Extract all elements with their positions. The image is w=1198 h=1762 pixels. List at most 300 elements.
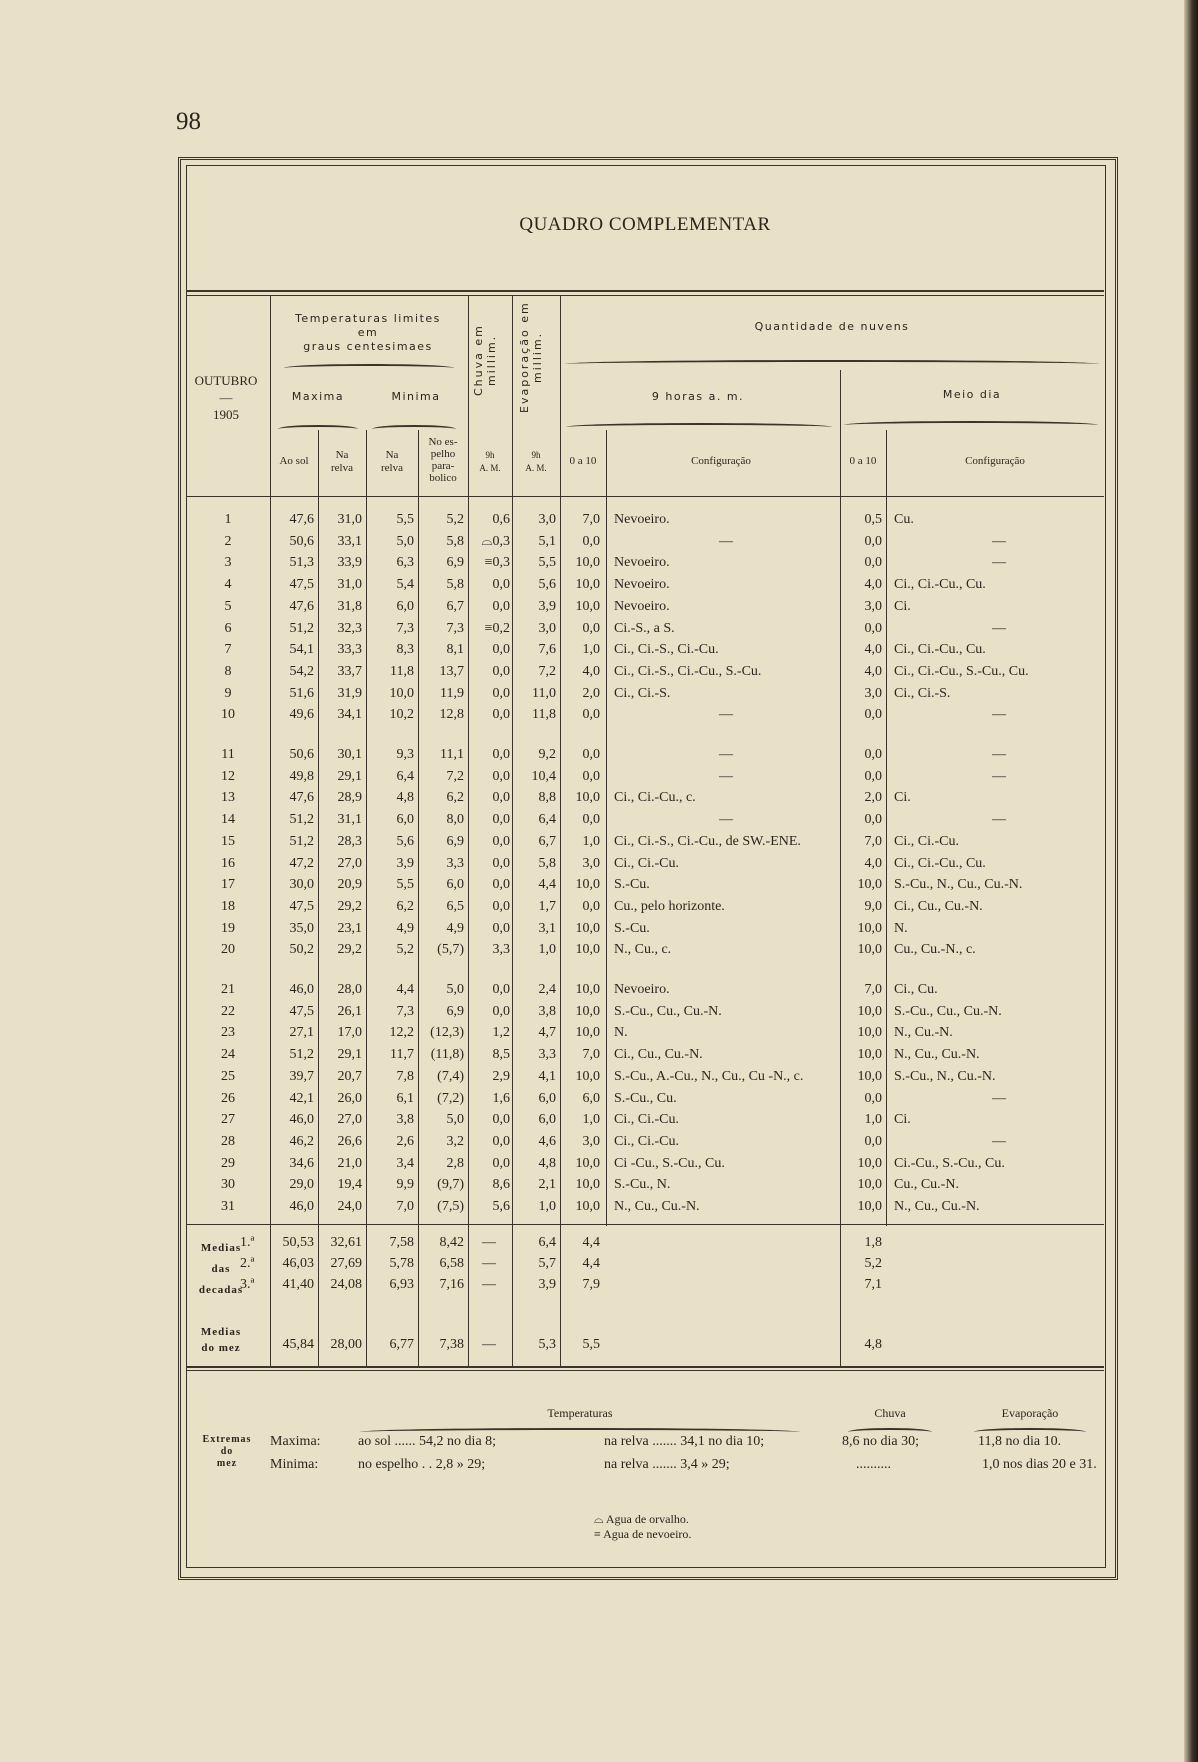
espelho-line4: bolico	[429, 472, 457, 484]
cell-nuv9-scale: 10,0	[575, 942, 600, 958]
evap-time-header	[512, 449, 560, 475]
decada-nuv9-scale: 4,4	[582, 1256, 600, 1271]
cell-nuvmd-config: —	[992, 1090, 1006, 1106]
cell-max-relva: 32,3	[337, 620, 362, 636]
cell-day: 23	[221, 1025, 235, 1041]
cell-nuvmd-scale: 3,0	[864, 685, 882, 701]
cell-nuvmd-config: Ci.	[894, 598, 911, 614]
cell-max-relva: 31,0	[337, 577, 362, 593]
decada-evap: 5,7	[538, 1256, 556, 1271]
cell-chuva: 0,0	[492, 598, 510, 614]
cell-nuv9-scale: 0,0	[582, 533, 600, 549]
cell-nuvmd-config: Ci., Ci.-Cu., Cu.	[894, 577, 986, 593]
mez-max-relva: 28,00	[330, 1337, 362, 1352]
cell-nuvmd-scale: 10,0	[857, 877, 882, 893]
decada-min-relva: 7,58	[389, 1235, 414, 1250]
scale-md-header: 0 a 10	[849, 455, 877, 467]
decada-max-relva: 32,61	[330, 1235, 362, 1250]
cell-min-relva: 5,4	[396, 577, 414, 593]
mez-max-sol: 45,84	[282, 1337, 314, 1352]
cell-min-espelho: 3,3	[446, 855, 464, 871]
cell-nuv9-config: Nevoeiro.	[614, 982, 670, 997]
cell-min-relva: 10,2	[389, 707, 414, 723]
cell-max-sol: 46,2	[289, 1133, 314, 1149]
cell-max-sol: 42,1	[289, 1090, 314, 1106]
cell-nuvmd-scale: 4,0	[864, 663, 882, 679]
cell-min-relva: 7,0	[396, 1199, 414, 1214]
cell-nuvmd-scale: 0,0	[864, 620, 882, 636]
cell-max-relva: 17,0	[337, 1025, 362, 1041]
cell-nuvmd-config: N., Cu., Cu.-N.	[894, 1199, 980, 1214]
cell-chuva: 8,5	[492, 1047, 510, 1063]
cell-min-espelho: (12,3)	[430, 1025, 464, 1041]
cell-nuv9-scale: 10,0	[575, 982, 600, 997]
cell-day: 25	[221, 1068, 235, 1084]
cell-min-relva: 6,4	[396, 768, 414, 784]
na-relva-min-header	[366, 449, 418, 475]
cell-day: 17	[221, 877, 235, 893]
cell-min-relva: 4,9	[396, 920, 414, 936]
summary-rule-2	[186, 1370, 1104, 1371]
cell-min-espelho: 6,5	[446, 898, 464, 914]
temp-group-header	[270, 312, 466, 354]
legend-nevoeiro-text: Agua de nevoeiro.	[603, 1527, 692, 1541]
cell-max-relva: 29,1	[337, 768, 362, 784]
cell-evap: 5,1	[538, 533, 556, 549]
cell-day: 22	[221, 1003, 235, 1019]
cell-min-relva: 3,4	[396, 1155, 414, 1171]
month-label	[186, 372, 266, 423]
cell-chuva: 0,0	[492, 790, 510, 806]
cell-min-espelho: (9,7)	[437, 1177, 464, 1193]
cell-day: 18	[221, 898, 235, 914]
cell-nuv9-config: S.-Cu., N.	[614, 1177, 671, 1193]
meio-dia-header: Meio dia	[942, 388, 1002, 401]
cell-nuv9-scale: 10,0	[575, 1177, 600, 1193]
cell-nuvmd-config: —	[992, 747, 1006, 762]
decada-nuv9-scale: 4,4	[582, 1235, 600, 1250]
cell-nuv9-config: Ci., Ci.-Cu.	[614, 1133, 679, 1149]
cell-min-relva: 3,8	[396, 1112, 414, 1128]
decada-max-sol: 41,40	[282, 1277, 314, 1292]
cell-evap: 2,1	[538, 1177, 556, 1193]
na-relva-min-line1: Na	[385, 449, 399, 461]
cell-nuvmd-config: —	[992, 1133, 1006, 1149]
cell-max-relva: 26,6	[337, 1133, 362, 1149]
cell-day: 31	[221, 1199, 235, 1214]
title-rule	[186, 290, 1104, 292]
cell-max-relva: 31,1	[337, 812, 362, 828]
cell-min-espelho: 5,8	[446, 577, 464, 593]
cell-day: 19	[221, 920, 235, 936]
cell-day: 1	[224, 512, 232, 527]
cell-nuvmd-config: S.-Cu., N., Cu., Cu.-N.	[894, 877, 1023, 893]
cell-max-relva: 31,0	[337, 512, 362, 527]
cell-day: 10	[221, 707, 235, 723]
cell-day: 9	[224, 685, 232, 701]
cell-min-espelho: 12,8	[439, 707, 464, 723]
cell-day: 6	[224, 620, 232, 636]
max-relva: na relva ....... 34,1 no dia 10;	[604, 1434, 765, 1449]
cell-nuv9-config: —	[719, 533, 733, 549]
cell-nuvmd-config: Cu., Cu.-N., c.	[894, 942, 976, 958]
decada-min-relva: 5,78	[389, 1256, 414, 1271]
cell-nuvmd-config: Ci., Cu., Cu.-N.	[894, 898, 983, 914]
cell-min-relva: 6,0	[396, 598, 414, 614]
na-relva-min-line2: relva	[381, 462, 403, 474]
cell-nuvmd-scale: 10,0	[857, 1155, 882, 1171]
cell-min-espelho: 3,2	[446, 1133, 464, 1149]
cell-min-espelho: (11,8)	[430, 1047, 464, 1063]
cell-day: 13	[221, 790, 235, 806]
cell-min-espelho: 8,0	[446, 812, 464, 828]
col-line	[606, 430, 607, 1226]
medias-label-l2: das	[211, 1263, 231, 1275]
cell-max-relva: 26,0	[337, 1090, 362, 1106]
cell-nuvmd-config: —	[992, 768, 1006, 784]
espelho-line3: para-	[431, 460, 455, 472]
cell-nuvmd-scale: 10,0	[857, 1047, 882, 1063]
cell-min-relva: 9,9	[396, 1177, 414, 1193]
cell-min-espelho: 6,0	[446, 877, 464, 893]
cell-chuva: 2,9	[492, 1068, 510, 1084]
cell-nuvmd-scale: 0,0	[864, 768, 882, 784]
cell-day: 12	[221, 768, 235, 784]
cell-nuv9-config: S.-Cu., A.-Cu., N., Cu., Cu -N., c.	[614, 1068, 804, 1084]
cell-max-sol: 27,1	[289, 1025, 314, 1041]
cell-evap: 7,6	[538, 642, 556, 658]
cell-nuv9-scale: 10,0	[575, 1003, 600, 1019]
extremas-temperaturas-header: Temperaturas	[547, 1406, 613, 1420]
cell-nuvmd-config: Ci., Cu.	[894, 982, 938, 997]
cell-max-sol: 46,0	[289, 1112, 314, 1128]
cell-nuv9-config: Ci., Ci.-Cu.	[614, 855, 679, 871]
cell-nuv9-scale: 10,0	[575, 598, 600, 614]
nuvens-header: Quantidade de nuvens	[754, 320, 910, 333]
cell-max-relva: 29,2	[337, 942, 362, 958]
cell-max-relva: 21,0	[337, 1155, 362, 1171]
minima-label: Minima:	[270, 1457, 319, 1472]
cell-max-sol: 47,2	[289, 855, 314, 871]
config-9h-header: Configuração	[691, 455, 751, 467]
na-relva-max-line2: relva	[331, 462, 353, 474]
config-md-header: Configuração	[965, 455, 1025, 467]
cell-day: 14	[221, 812, 235, 828]
cell-nuv9-scale: 0,0	[582, 747, 600, 762]
cell-nuv9-scale: 0,0	[582, 812, 600, 828]
cell-chuva: 0,0	[492, 768, 510, 784]
cell-min-relva: 7,3	[396, 1003, 414, 1019]
cell-max-relva: 29,2	[337, 898, 362, 914]
cell-day: 21	[221, 982, 235, 997]
cell-nuv9-scale: 0,0	[582, 620, 600, 636]
medias-mez-label	[186, 1324, 256, 1356]
cell-day: 5	[224, 598, 232, 614]
decada-decada: 1.ª	[240, 1235, 255, 1250]
cell-nuv9-scale: 10,0	[575, 920, 600, 936]
cell-day: 30	[221, 1177, 235, 1193]
cell-nuvmd-scale: 4,0	[864, 642, 882, 658]
summary-rule	[186, 1366, 1104, 1368]
cell-nuv9-scale: 10,0	[575, 1025, 600, 1041]
medias-label-l3: decadas	[198, 1284, 244, 1296]
cell-chuva: 0,0	[492, 982, 510, 997]
cell-chuva: ⌓0,3	[481, 533, 510, 549]
mez-label-l1: Medias	[200, 1326, 242, 1338]
cell-nuv9-scale: 4,0	[582, 663, 600, 679]
cell-min-relva: 6,2	[396, 898, 414, 914]
temp-group-line2: em	[357, 326, 379, 339]
cell-nuv9-config: S.-Cu.	[614, 877, 650, 893]
cell-nuvmd-scale: 0,0	[864, 812, 882, 828]
cell-chuva: 0,0	[492, 920, 510, 936]
cell-nuvmd-config: Ci.-Cu., S.-Cu., Cu.	[894, 1155, 1005, 1171]
decada-min-espelho: 6,58	[439, 1256, 464, 1271]
cell-evap: 1,7	[538, 898, 556, 914]
cell-evap: 4,1	[538, 1068, 556, 1084]
cell-evap: 10,4	[531, 768, 556, 784]
cell-max-relva: 28,0	[337, 982, 362, 997]
cell-nuv9-config: Ci -Cu., S.-Cu., Cu.	[614, 1155, 725, 1171]
mez-evap: 5,3	[538, 1337, 556, 1352]
cell-nuv9-config: Nevoeiro.	[614, 598, 670, 614]
cell-max-relva: 24,0	[337, 1199, 362, 1214]
max-sol: ao sol ...... 54,2 no dia 8;	[358, 1434, 497, 1449]
cell-max-relva: 33,7	[337, 663, 362, 679]
cell-nuv9-scale: 10,0	[575, 577, 600, 593]
cell-min-relva: 6,0	[396, 812, 414, 828]
cell-nuv9-config: Ci., Ci.-S.	[614, 685, 671, 701]
cell-nuv9-config: Ci., Cu., Cu.-N.	[614, 1047, 703, 1063]
page-edge-shadow	[1184, 0, 1198, 1762]
cell-min-espelho: 4,9	[446, 920, 464, 936]
max-evap: 11,8 no dia 10.	[978, 1434, 1062, 1449]
cell-min-relva: 9,3	[396, 747, 414, 762]
cell-evap: 1,0	[538, 1199, 556, 1214]
cell-day: 20	[221, 942, 235, 958]
col-line	[886, 430, 887, 1226]
extremas-label-l3: mez	[216, 1458, 238, 1469]
cell-nuvmd-config: S.-Cu., N., Cu.-N.	[894, 1068, 996, 1084]
extremas-label	[192, 1434, 262, 1470]
meio-dia-brace	[844, 421, 1098, 429]
cell-chuva: 1,2	[492, 1025, 510, 1041]
cell-min-espelho: 8,1	[446, 642, 464, 658]
cell-min-relva: 3,9	[396, 855, 414, 871]
cell-nuvmd-scale: 4,0	[864, 855, 882, 871]
cell-max-relva: 33,9	[337, 555, 362, 571]
cell-nuvmd-config: —	[992, 555, 1006, 571]
cell-max-sol: 51,2	[289, 1047, 314, 1063]
cell-nuv9-config: S.-Cu., Cu., Cu.-N.	[614, 1003, 722, 1019]
cell-min-espelho: 2,8	[446, 1155, 464, 1171]
cell-max-sol: 49,8	[289, 768, 314, 784]
cell-nuv9-config: Ci., Ci.-Cu.	[614, 1112, 679, 1128]
cell-evap: 3,9	[538, 598, 556, 614]
nove-horas-header: 9 horas a. m.	[651, 390, 745, 403]
cell-chuva: 0,0	[492, 877, 510, 893]
legend-orvalho-text: Agua de orvalho.	[605, 1512, 689, 1526]
cell-day: 8	[224, 663, 232, 679]
cell-nuvmd-scale: 10,0	[857, 1003, 882, 1019]
scale-9h-header: 0 a 10	[569, 455, 597, 467]
cell-max-sol: 51,2	[289, 620, 314, 636]
cell-evap: 8,8	[538, 790, 556, 806]
min-chuva: ..........	[856, 1457, 891, 1472]
cell-max-sol: 47,6	[289, 598, 314, 614]
cell-nuvmd-scale: 10,0	[857, 1199, 882, 1214]
cell-nuvmd-scale: 7,0	[864, 833, 882, 849]
cell-evap: 3,8	[538, 1003, 556, 1019]
cell-chuva: 0,0	[492, 1155, 510, 1171]
cell-nuvmd-config: —	[992, 707, 1006, 723]
orvalho-icon: ⌓	[594, 1512, 606, 1526]
evap-time-line2: A. M.	[525, 463, 547, 473]
cell-chuva: 0,0	[492, 663, 510, 679]
cell-nuv9-scale: 0,0	[582, 707, 600, 723]
maxima-header: Maxima	[291, 390, 345, 403]
decada-evap: 3,9	[538, 1277, 556, 1292]
page-title: QUADRO COMPLEMENTAR	[519, 214, 771, 235]
cell-nuvmd-scale: 10,0	[857, 1025, 882, 1041]
evap-time-line1: 9h	[531, 450, 541, 460]
cell-max-sol: 46,0	[289, 982, 314, 997]
cell-max-sol: 50,6	[289, 533, 314, 549]
cell-nuv9-config: Ci., Ci.-Cu., c.	[614, 790, 696, 806]
cell-nuvmd-scale: 10,0	[857, 942, 882, 958]
cell-max-relva: 27,0	[337, 855, 362, 871]
cell-nuvmd-scale: 7,0	[864, 982, 882, 997]
decada-decada: 3.ª	[240, 1277, 255, 1292]
chuva-header: Chuva em millim.	[472, 324, 498, 396]
cell-min-espelho: 5,2	[446, 512, 464, 527]
cell-min-espelho: 5,8	[446, 533, 464, 549]
mez-chuva: —	[482, 1337, 496, 1352]
cell-max-relva: 20,7	[337, 1068, 362, 1084]
cell-evap: 3,1	[538, 920, 556, 936]
header-bottom-rule	[186, 496, 1104, 497]
decada-decada: 2.ª	[240, 1256, 255, 1271]
cell-nuvmd-config: Ci., Ci.-Cu., Cu.	[894, 642, 986, 658]
decada-nuvmd-scale: 5,2	[864, 1256, 882, 1271]
cell-day: 29	[221, 1155, 235, 1171]
cell-nuv9-config: Ci., Ci.-S., Ci.-Cu.	[614, 642, 719, 658]
month-dash: —	[219, 390, 233, 405]
cell-nuv9-scale: 10,0	[575, 1155, 600, 1171]
decada-nuv9-scale: 7,9	[582, 1277, 600, 1292]
ao-sol-header: Ao sol	[279, 455, 309, 467]
cell-nuv9-config: Nevoeiro.	[614, 512, 670, 527]
cell-nuv9-scale: 1,0	[582, 1112, 600, 1128]
cell-max-sol: 47,6	[289, 512, 314, 527]
cell-min-espelho: 6,2	[446, 790, 464, 806]
decada-max-relva: 24,08	[330, 1277, 362, 1292]
cell-chuva: 1,6	[492, 1090, 510, 1106]
min-evap: 1,0 nos dias 20 e 31.	[982, 1457, 1097, 1472]
cell-max-relva: 26,1	[337, 1003, 362, 1019]
cell-nuvmd-config: Ci., Ci.-Cu., Cu.	[894, 855, 986, 871]
chuva-time-line2: A. M.	[479, 463, 501, 473]
cell-max-relva: 33,1	[337, 533, 362, 549]
cell-min-relva: 11,7	[390, 1047, 414, 1063]
cell-nuv9-scale: 6,0	[582, 1090, 600, 1106]
cell-nuv9-config: S.-Cu.	[614, 920, 650, 936]
cell-evap: 2,4	[538, 982, 556, 997]
page-number: 98	[176, 108, 201, 135]
temp-group-line3: graus centesimaes	[303, 340, 433, 353]
cell-nuvmd-config: N.	[894, 920, 908, 936]
cell-nuvmd-config: Cu.	[894, 512, 914, 527]
decada-chuva: —	[482, 1277, 496, 1292]
cell-nuv9-config: Nevoeiro.	[614, 577, 670, 593]
cell-min-relva: 5,0	[396, 533, 414, 549]
cell-min-relva: 5,5	[396, 877, 414, 893]
cell-day: 3	[224, 555, 232, 571]
cell-max-sol: 51,2	[289, 833, 314, 849]
cell-day: 16	[221, 855, 235, 871]
cell-nuv9-config: Ci., Ci.-S., Ci.-Cu., de SW.-ENE.	[614, 833, 801, 849]
cell-min-relva: 7,8	[396, 1068, 414, 1084]
maxima-label: Maxima:	[270, 1434, 321, 1449]
cell-min-espelho: 13,7	[439, 663, 464, 679]
cell-max-relva: 19,4	[337, 1177, 362, 1193]
cell-max-relva: 28,9	[337, 790, 362, 806]
extremas-chuva-header: Chuva	[874, 1406, 906, 1420]
cell-nuvmd-scale: 9,0	[864, 898, 882, 914]
cell-chuva: 0,0	[492, 747, 510, 762]
cell-chuva: 0,0	[492, 1112, 510, 1128]
legend-orvalho	[594, 1512, 689, 1527]
cell-min-relva: 10,0	[389, 685, 414, 701]
cell-min-relva: 6,3	[396, 555, 414, 571]
cell-max-sol: 50,6	[289, 747, 314, 762]
evaporacao-header: Evaporação em millim.	[518, 301, 544, 414]
cell-nuvmd-config: Ci.	[894, 1112, 911, 1128]
cell-min-espelho: (5,7)	[437, 942, 464, 958]
cell-min-espelho: (7,5)	[437, 1199, 464, 1214]
temp-group-line1: Temperaturas limites	[295, 312, 441, 325]
cell-min-espelho: 11,1	[440, 747, 464, 762]
cell-day: 24	[221, 1047, 235, 1063]
cell-nuv9-config: Cu., pelo horizonte.	[614, 898, 725, 914]
cell-nuv9-config: —	[719, 812, 733, 828]
cell-max-sol: 51,2	[289, 812, 314, 828]
cell-evap: 3,3	[538, 1047, 556, 1063]
nuvens-brace	[565, 360, 1099, 368]
cell-max-sol: 39,7	[289, 1068, 314, 1084]
espelho-line1: No es-	[428, 436, 458, 448]
cell-nuvmd-config: Cu., Cu.-N.	[894, 1177, 959, 1193]
max-chuva: 8,6 no dia 30;	[842, 1434, 919, 1449]
cell-nuv9-scale: 1,0	[582, 833, 600, 849]
cell-nuv9-scale: 3,0	[582, 855, 600, 871]
cell-max-sol: 54,1	[289, 642, 314, 658]
cell-evap: 4,8	[538, 1155, 556, 1171]
na-relva-max-header	[318, 449, 366, 475]
cell-min-espelho: 6,9	[446, 555, 464, 571]
mez-label-l2: do mez	[201, 1342, 241, 1354]
cell-chuva: 3,3	[492, 942, 510, 958]
mez-nuvmd-scale: 4,8	[864, 1337, 882, 1352]
cell-day: 27	[221, 1112, 235, 1128]
cell-max-relva: 27,0	[337, 1112, 362, 1128]
cell-max-sol: 46,0	[289, 1199, 314, 1214]
cell-evap: 3,0	[538, 512, 556, 527]
cell-day: 28	[221, 1133, 235, 1149]
cell-max-sol: 29,0	[289, 1177, 314, 1193]
cell-nuvmd-scale: 0,0	[864, 747, 882, 762]
cell-min-relva: 6,1	[396, 1090, 414, 1106]
